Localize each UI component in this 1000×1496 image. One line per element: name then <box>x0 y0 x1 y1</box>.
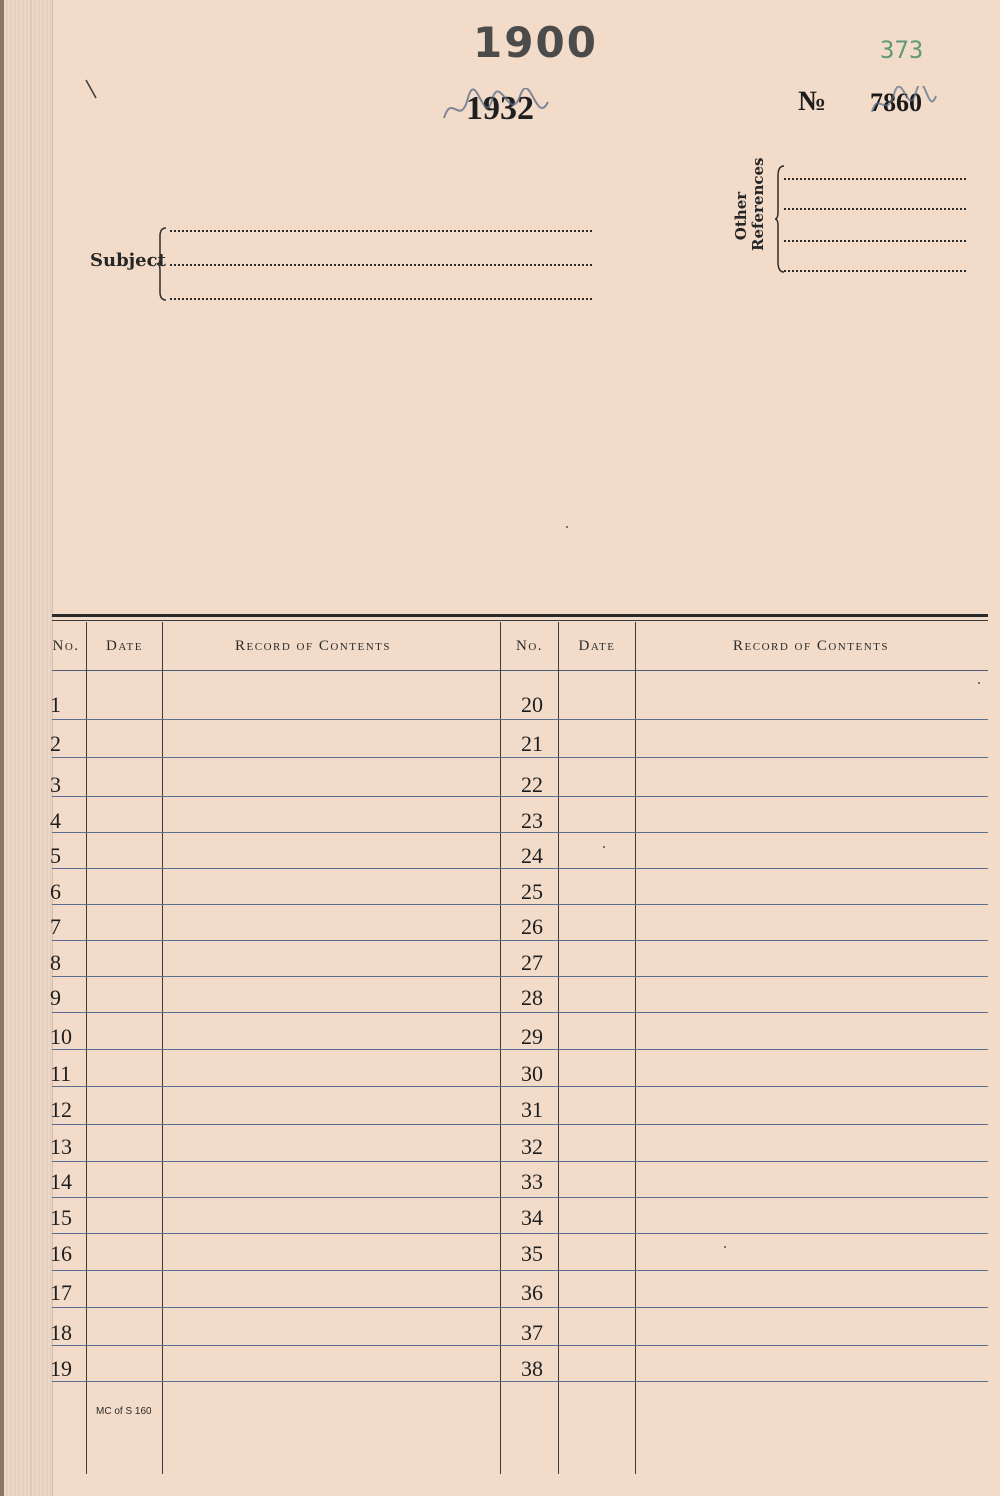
row-number: 38 <box>521 1356 543 1381</box>
subject-line-2[interactable] <box>170 264 592 266</box>
row-number: 6 <box>50 879 61 904</box>
row-rule <box>52 1233 988 1234</box>
strike-scribble <box>440 88 552 130</box>
subject-line-3[interactable] <box>170 298 592 300</box>
subject-label: Subject <box>90 250 166 271</box>
row-number: 31 <box>521 1097 543 1122</box>
row-number: 12 <box>50 1097 72 1122</box>
table-top-rule <box>52 614 988 617</box>
row-number: 3 <box>50 772 61 797</box>
row-number: 17 <box>50 1280 72 1305</box>
row-number: 33 <box>521 1169 543 1194</box>
other-references-line-4[interactable] <box>784 270 966 272</box>
row-number: 28 <box>521 985 543 1010</box>
other-references-label-line2: References <box>749 157 767 251</box>
number-label: № <box>798 86 827 117</box>
row-number: 37 <box>521 1320 543 1345</box>
row-number: 26 <box>521 914 543 939</box>
row-number: 35 <box>521 1241 543 1266</box>
column-header-contents-left: Record of Contents <box>235 638 391 654</box>
row-number: 14 <box>50 1169 72 1194</box>
cover-edge <box>0 0 4 1496</box>
column-divider <box>86 622 87 1474</box>
year-stamp-main: 1932 <box>466 90 534 127</box>
row-number: 21 <box>521 731 543 756</box>
column-divider <box>162 622 163 1474</box>
other-references-label-line1: Other <box>732 191 750 241</box>
column-divider <box>635 622 636 1474</box>
binding-spine <box>0 0 53 1496</box>
row-number: 1 <box>50 692 61 717</box>
row-rule <box>52 1197 988 1198</box>
other-references-label <box>732 157 773 251</box>
row-number: 9 <box>50 985 61 1010</box>
row-number: 8 <box>50 950 61 975</box>
column-header-no-right: No. <box>515 638 544 654</box>
row-number: 36 <box>521 1280 543 1305</box>
other-references-line-2[interactable] <box>784 208 966 210</box>
row-number: 11 <box>50 1061 72 1086</box>
row-number: 2 <box>50 731 61 756</box>
column-header-date-left: Date <box>106 638 143 654</box>
row-number: 15 <box>50 1205 72 1230</box>
row-number: 10 <box>50 1024 72 1049</box>
form-code: MC of S 160 <box>96 1406 152 1417</box>
other-references-line-3[interactable] <box>784 240 966 242</box>
reference-stamp: 373 <box>880 36 924 64</box>
other-references-line-1[interactable] <box>784 178 966 180</box>
number-strike-scribble <box>870 86 938 122</box>
column-header-no-left: No. <box>52 638 80 654</box>
row-number: 20 <box>521 692 543 717</box>
pencil-mark <box>84 78 98 100</box>
spine-fold <box>30 0 32 1496</box>
row-number: 27 <box>521 950 543 975</box>
column-header-date-right: Date <box>578 638 616 654</box>
paper-speck <box>978 682 980 684</box>
row-number: 30 <box>521 1061 543 1086</box>
year-stamp-top: 1900 <box>473 18 598 67</box>
row-number: 34 <box>521 1205 543 1230</box>
row-number: 16 <box>50 1241 72 1266</box>
row-number: 4 <box>50 808 61 833</box>
paper-speck <box>603 846 605 848</box>
row-number: 18 <box>50 1320 72 1345</box>
table-header-rule <box>52 670 988 671</box>
row-number: 32 <box>521 1134 543 1159</box>
row-number: 25 <box>521 879 543 904</box>
file-number: 7860 <box>870 88 922 117</box>
row-number: 7 <box>50 914 61 939</box>
row-number: 5 <box>50 843 61 868</box>
paper-speck <box>724 1246 726 1248</box>
row-number: 29 <box>521 1024 543 1049</box>
column-header-contents-right: Record of Contents <box>733 638 889 654</box>
column-divider <box>500 622 501 1474</box>
other-references-brace <box>774 164 786 274</box>
row-number: 22 <box>521 772 543 797</box>
subject-line-1[interactable] <box>170 230 592 232</box>
paper-speck <box>566 526 568 528</box>
row-number: 23 <box>521 808 543 833</box>
row-number: 13 <box>50 1134 72 1159</box>
subject-brace <box>156 226 168 302</box>
row-number: 24 <box>521 843 543 868</box>
row-rule <box>52 1270 988 1271</box>
row-number: 19 <box>50 1356 72 1381</box>
table-top-rule-thin <box>52 620 988 621</box>
